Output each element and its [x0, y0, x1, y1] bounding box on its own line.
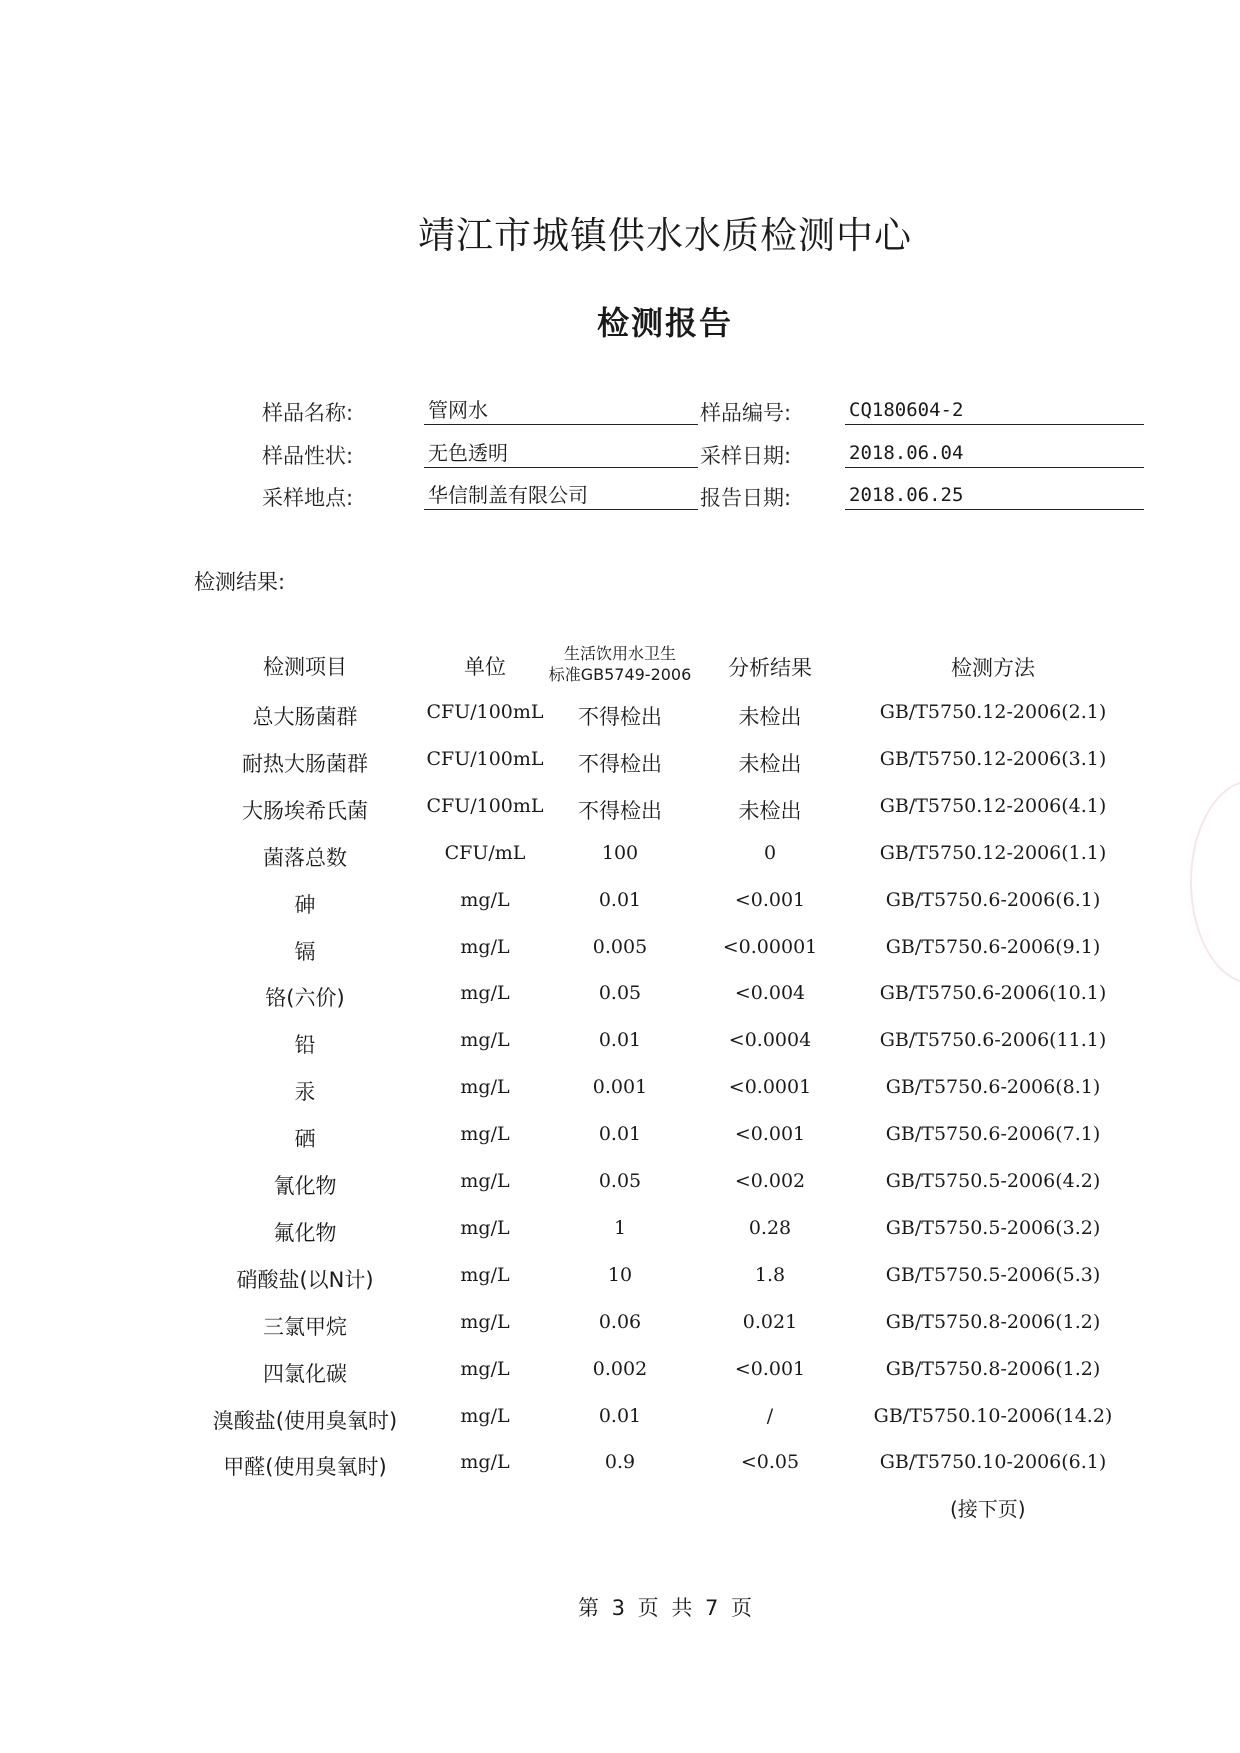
cell-standard: 1 [613, 1217, 627, 1239]
column-header-standard [549, 643, 692, 685]
report-date-value: 2018.06.25 [845, 482, 1144, 510]
cell-result: <0.004 [734, 982, 806, 1004]
cell-unit: mg/L [460, 1217, 510, 1239]
cell-result: <0.001 [734, 1358, 806, 1380]
cell-item: 溴酸盐(使用臭氧时) [212, 1409, 398, 1433]
cell-standard: 0.001 [592, 1076, 648, 1098]
cell-method: GB/T5750.8-2006(1.2) [885, 1358, 1101, 1380]
cell-method: GB/T5750.6-2006(11.1) [879, 1029, 1107, 1051]
sampling-date-label: 采样日期: [700, 444, 792, 468]
cell-method: GB/T5750.6-2006(10.1) [879, 982, 1107, 1004]
cell-standard: 0.05 [598, 1170, 642, 1192]
cell-item: 铅 [294, 1033, 316, 1057]
cell-item: 四氯化碳 [263, 1362, 347, 1386]
cell-standard: 不得检出 [578, 752, 662, 776]
cell-result: 1.8 [754, 1264, 786, 1286]
cell-result: 未检出 [738, 705, 802, 729]
cell-result: <0.002 [734, 1170, 806, 1192]
cell-method: GB/T5750.12-2006(1.1) [879, 842, 1107, 864]
cell-method: GB/T5750.6-2006(6.1) [885, 889, 1101, 911]
sample-state-value: 无色透明 [424, 440, 698, 468]
cell-standard: 0.005 [592, 936, 648, 958]
cell-standard: 0.05 [598, 982, 642, 1004]
column-header-method: 检测方法 [951, 656, 1035, 680]
sampling-location-label: 采样地点: [262, 486, 354, 510]
cell-unit: mg/L [460, 1358, 510, 1380]
cell-item: 氟化物 [273, 1221, 337, 1245]
cell-unit: mg/L [460, 1311, 510, 1333]
cell-method: GB/T5750.10-2006(14.2) [873, 1405, 1113, 1427]
sample-state-label: 样品性状: [262, 444, 354, 468]
sampling-location-value: 华信制盖有限公司 [424, 482, 698, 510]
cell-result: 未检出 [738, 799, 802, 823]
cell-result: 未检出 [738, 752, 802, 776]
sample-number-label: 样品编号: [700, 401, 792, 425]
cell-item: 大肠埃希氏菌 [242, 799, 368, 823]
cell-standard: 100 [601, 842, 639, 864]
cell-result: <0.0004 [728, 1029, 812, 1051]
cell-result: <0.0001 [728, 1076, 812, 1098]
cell-method: GB/T5750.12-2006(3.1) [879, 748, 1107, 770]
organization-title: 靖江市城镇供水水质检测中心 [418, 214, 912, 257]
cell-standard: 0.002 [592, 1358, 648, 1380]
cell-unit: mg/L [460, 1264, 510, 1286]
column-header-standard-line1: 生活饮用水卫生 [563, 644, 676, 663]
cell-result: 0.021 [742, 1311, 798, 1333]
cell-standard: 0.01 [598, 1029, 642, 1051]
cell-unit: CFU/100mL [426, 701, 544, 723]
cell-method: GB/T5750.5-2006(3.2) [885, 1217, 1101, 1239]
cell-item: 氰化物 [273, 1174, 337, 1198]
cell-item: 总大肠菌群 [252, 705, 358, 729]
cell-method: GB/T5750.5-2006(5.3) [885, 1264, 1101, 1286]
sample-number-value: CQ180604-2 [845, 397, 1144, 425]
cell-result: <0.001 [734, 889, 806, 911]
column-header-item: 检测项目 [263, 655, 347, 679]
continue-note: (接下页) [950, 1497, 1026, 1521]
cell-unit: mg/L [460, 889, 510, 911]
cell-item: 汞 [294, 1080, 316, 1104]
cell-item: 硒 [294, 1127, 316, 1151]
cell-standard: 0.01 [598, 1405, 642, 1427]
document-title: 检测报告 [596, 304, 733, 342]
page-number: 第 3 页 共 7 页 [577, 1596, 753, 1620]
cell-result: <0.001 [734, 1123, 806, 1145]
cell-result: 0 [763, 842, 777, 864]
cell-item: 镉 [294, 940, 316, 964]
cell-standard: 不得检出 [578, 705, 662, 729]
cell-result: / [766, 1405, 774, 1427]
cell-item: 耐热大肠菌群 [242, 752, 368, 776]
cell-unit: CFU/100mL [426, 795, 544, 817]
cell-standard: 10 [607, 1264, 633, 1286]
cell-standard: 0.06 [598, 1311, 642, 1333]
column-header-unit: 单位 [464, 655, 506, 679]
cell-unit: mg/L [460, 1123, 510, 1145]
cell-standard: 0.01 [598, 889, 642, 911]
cell-item: 甲醛(使用臭氧时) [223, 1455, 387, 1479]
cell-item: 砷 [294, 893, 316, 917]
cell-item: 三氯甲烷 [263, 1315, 347, 1339]
cell-unit: mg/L [460, 936, 510, 958]
cell-unit: mg/L [460, 1405, 510, 1427]
cell-unit: mg/L [460, 1029, 510, 1051]
cell-item: 硝酸盐(以N计) [236, 1268, 374, 1292]
cell-unit: CFU/mL [444, 842, 526, 864]
cell-result: <0.00001 [722, 936, 818, 958]
cell-unit: CFU/100mL [426, 748, 544, 770]
faint-stamp-mark [1190, 780, 1240, 984]
cell-method: GB/T5750.10-2006(6.1) [879, 1451, 1107, 1473]
cell-method: GB/T5750.5-2006(4.2) [885, 1170, 1101, 1192]
column-header-standard-line2: 标准GB5749-2006 [548, 665, 692, 684]
report-date-label: 报告日期: [700, 486, 792, 510]
sampling-date-value: 2018.06.04 [845, 440, 1144, 468]
cell-method: GB/T5750.6-2006(9.1) [885, 936, 1101, 958]
column-header-result: 分析结果 [728, 656, 812, 680]
cell-unit: mg/L [460, 1076, 510, 1098]
cell-standard: 0.01 [598, 1123, 642, 1145]
cell-method: GB/T5750.12-2006(4.1) [879, 795, 1107, 817]
cell-item: 铬(六价) [265, 986, 345, 1010]
cell-method: GB/T5750.6-2006(8.1) [885, 1076, 1101, 1098]
cell-item: 菌落总数 [263, 846, 347, 870]
results-heading: 检测结果: [194, 570, 286, 594]
cell-standard: 不得检出 [578, 799, 662, 823]
cell-method: GB/T5750.6-2006(7.1) [885, 1123, 1101, 1145]
cell-unit: mg/L [460, 982, 510, 1004]
cell-result: 0.28 [748, 1217, 792, 1239]
cell-method: GB/T5750.8-2006(1.2) [885, 1311, 1101, 1333]
cell-unit: mg/L [460, 1170, 510, 1192]
cell-unit: mg/L [460, 1451, 510, 1473]
cell-standard: 0.9 [604, 1451, 636, 1473]
sample-name-label: 样品名称: [262, 401, 354, 425]
cell-result: <0.05 [740, 1451, 800, 1473]
sample-name-value: 管网水 [424, 397, 698, 425]
cell-method: GB/T5750.12-2006(2.1) [879, 701, 1107, 723]
